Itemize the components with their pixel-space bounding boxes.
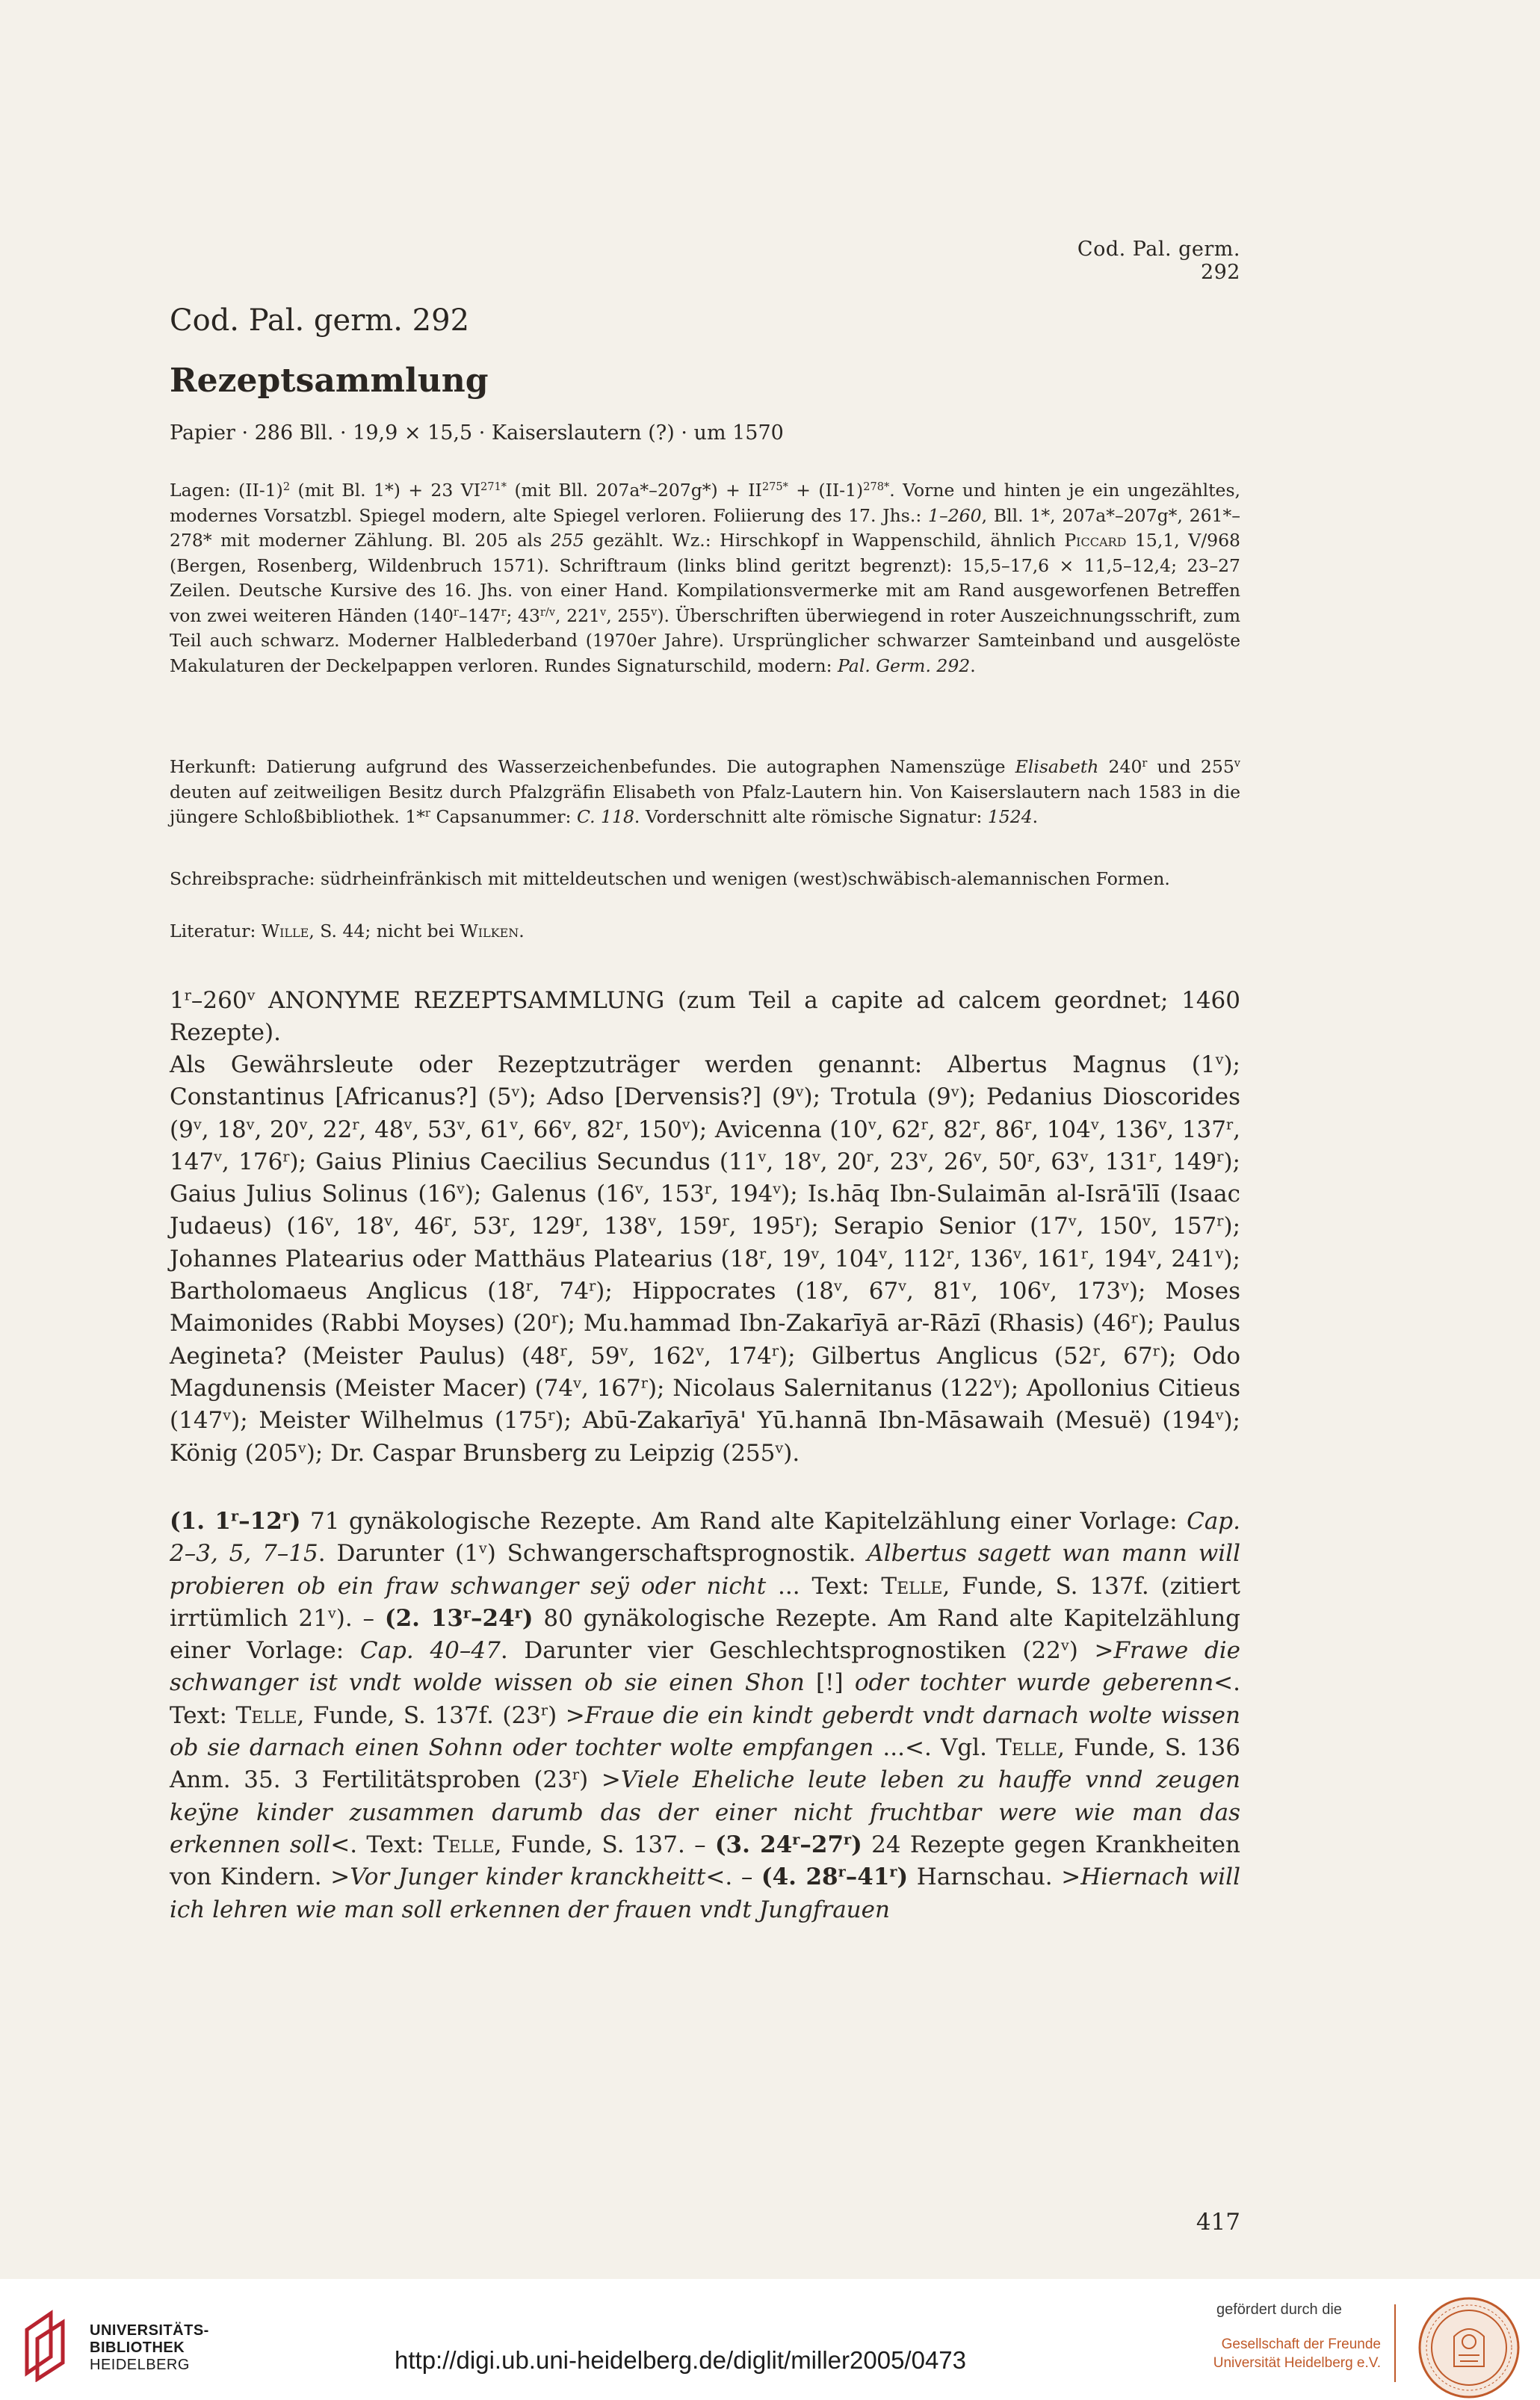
lagen-paragraph: Lagen: $(II-1)^2$ (mit Bl. 1*) + 23 $VI^{271*}$ (mit Bll. $207a*-207g*) + II^{275*} + (II-1)^{278*}$. Vorne und hinten je ein ungezähltes, modernes Vorsatzbl. Spiegel modern, alte Spiegel verloren. Foliierung des 17. Jhs.: 1–260, Bll. 1*, 207a*–207g*, 261*–278* mit moderner Zählung. Bl. 205 als 255 gezählt. Wz.: Hirschkopf in Wappenschild, ähnlich Piccard 15,1, V/968 (Bergen, Rosenberg, Wildenbruch 1571). Schriftraum (links blind geritzt begrenzt): 15,5–17,6 × 11,5–12,4; 23–27 Zeilen. Deutsche Kursive des 16. Jhs. von einer Hand. Kompilationsvermerke mit am Rand ausgeworfenen Betreffen von zwei weiteren Händen (140$^r$–147$^r$; $43^{r/v}$, 221$^v$, 255$^v$). Überschriften überwiegend in roter Auszeichnungsschrift, zum Teil auch schwarz. Moderner Halblederband (1970er Jahre). Ursprünglicher schwarzer Samteinband und ausgelöste Makulaturen der Deckelpappen verloren. Rundes Signaturschild, modern: Pal. Germ. 292. xyxy=(170,480,1241,676)
footer-bar xyxy=(0,2279,1540,2400)
library-name-line3: HEIDELBERG xyxy=(90,2357,190,2373)
footer-divider xyxy=(1394,2304,1396,2382)
herkunft-paragraph: Herkunft: Datierung aufgrund des Wasserzeichenbefundes. Die autographen Namenszüge Elisabeth 240$^r$ und 255$^v$ deuten auf zeitweiligen Besitz durch Pfalzgräfin Elisabeth von Pfalz-Lautern hin. Von Kaiserslautern nach 1583 in die jüngere Schloßbibliothek. 1*$^r$ Capsanummer: C. 118. Vorderschnitt alte römische Signatur: 1524. xyxy=(170,756,1241,827)
codex-title: Cod. Pal. germ. 292 xyxy=(170,303,470,338)
library-name-line2: BIBLIOTHEK xyxy=(90,2339,185,2356)
sponsor-org-line2: Universität Heidelberg e.V. xyxy=(1213,2355,1381,2371)
sections-paragraph: (1. 1$^r$–12$^r$) 71 gynäkologische Rezepte. Am Rand alte Kapitelzählung einer Vorlage: Cap. 2–3, 5, 7–15. Darunter (1$^v$) Schwangerschaftsprognostik. Albertus sagett wan mann will probieren ob ein fraw schwanger seÿ oder nicht ... Text: Telle, Funde, S. 137f. (zitiert irrtümlich 21$^v$). – (2. 13$^r$–24$^r$) 80 gynäkologische Rezepte. Am Rand alte Kapitelzählung einer Vorlage: Cap. 40–47. Darunter vier Geschlechtsprognostiken $(22^v)$ >Frawe die schwanger ist vndt wolde wissen ob sie einen Shon [!] oder tochter wurde geberenn<. Text: Telle, Funde, S. 137f. $(23^r)$ >Fraue die ein kindt geberdt vndt darnach wolte wissen ob sie darnach einen Sohnn oder tochter wolte empfangen ...<. Vgl. Telle, Funde, S. 136 Anm. 35. 3 Fertilitätsproben $(23^r)$ >Viele Eheliche leute leben zu hauffe vnnd zeugen keÿne kinder zusammen darumb das der einer nicht fruchtbar were wie man das erkennen soll<. Text: Telle, Funde, S. 137. – (3. 24$^r$–27$^r$) 24 Rezepte gegen Krankheiten von Kindern. >Vor Junger kinder kranckheitt<. – (4. 28$^r$–41$^r$) Harnschau. >Hiernach will ich lehren wie man soll erkennen der frauen vndt Jungfrauen xyxy=(170,1507,1241,1923)
main-title: Rezeptsammlung xyxy=(170,362,489,400)
sponsor-label: gefördert durch die xyxy=(1216,2301,1342,2318)
source-url-link[interactable]: http://digi.ub.uni-heidelberg.de/diglit/miller2005/0473 xyxy=(395,2346,967,2374)
library-name-line1: UNIVERSITÄTS- xyxy=(90,2322,209,2339)
sponsor-org-line1: Gesellschaft der Freunde xyxy=(1221,2336,1381,2352)
gewaehrsleute-paragraph: Als Gewährsleute oder Rezeptzuträger werden genannt: Albertus Magnus (1$^v$); Constantinus [Africanus?] (5$^v$); Adso [Dervensis?] (9$^v$); Trotula (9$^v$); Pedanius Dioscorides (9$^v$, 18$^v$, 20$^v$, 22$^r$, 48$^v$, 53$^v$, 61$^v$, 66$^v$, 82$^r$, 150$^v$); Avicenna (10$^v$, 62$^r$, 82$^r$, 86$^r$, 104$^v$, 136$^v$, 137$^r$, 147$^v$, 176$^r$); Gaius Plinius Caecilius Secundus (11$^v$, 18$^v$, 20$^r$, 23$^v$, 26$^v$, 50$^r$, 63$^v$, 131$^r$, 149$^r$); Gaius Julius Solinus (16$^v$); Galenus (16$^v$, 153$^r$, 194$^v$); Is.hāq Ibn-Sulaimān al-Isrā'īlī (Isaac Judaeus) (16$^v$, 18$^v$, 46$^r$, 53$^r$, 129$^r$, 138$^v$, 159$^r$, 195$^r$); Serapio Senior (17$^v$, 150$^v$, 157$^r$); Johannes Platearius oder Matthäus Platearius (18$^r$, 19$^v$, 104$^v$, 112$^r$, 136$^v$, 161$^r$, 194$^v$, 241$^v$); Bartholomaeus Anglicus (18$^r$, 74$^r$); Hippocrates (18$^v$, 67$^v$, 81$^v$, 106$^v$, 173$^v$); Moses Maimonides (Rabbi Moyses) (20$^r$); Mu.hammad Ibn-Zakarīyā ar-Rāzī (Rhasis) (46$^r$); Paulus Aegineta? (Meister Paulus) (48$^r$, 59$^v$, 162$^v$, 174$^r$); Gilbertus Anglicus (52$^r$, 67$^r$); Odo Magdunensis (Meister Macer) (74$^v$, 167$^r$); Nicolaus Salernitanus (122$^v$); Apollonius Citieus (147$^v$); Meister Wilhelmus (175$^r$); Abū-Zakarīyā' Yū.hannā Ibn-Māsawaih (Mesuë) (194$^v$); König (205$^v$); Dr. Caspar Brunsberg zu Leipzig (255$^v$). xyxy=(170,1051,1241,1467)
university-seal-icon[interactable] xyxy=(1417,2295,1521,2400)
entry-heading: 1$^r$–260$^v$ ANONYME REZEPTSAMMLUNG (zum Teil a capite ad calcem geordnet; 1460 Rezepte). xyxy=(170,986,1240,1047)
library-logo-icon[interactable] xyxy=(21,2307,73,2382)
page-number: 417 xyxy=(1196,2209,1240,2236)
schreibsprache-paragraph: Schreibsprache: südrheinfränkisch mit mitteldeutschen und wenigen (west)schwäbisch-alemannischen Formen. xyxy=(170,868,1170,889)
library-name[interactable] xyxy=(90,2322,209,2374)
sponsor-block xyxy=(1194,2301,1381,2372)
running-head: Cod. Pal. germ. 292 xyxy=(1077,238,1240,284)
meta-line: Papier · 286 Bll. · 19,9 × 15,5 · Kaiserslautern (?) · um 1570 xyxy=(170,421,784,445)
literatur-paragraph: Literatur: Wille, S. 44; nicht bei Wilken. xyxy=(170,921,525,941)
